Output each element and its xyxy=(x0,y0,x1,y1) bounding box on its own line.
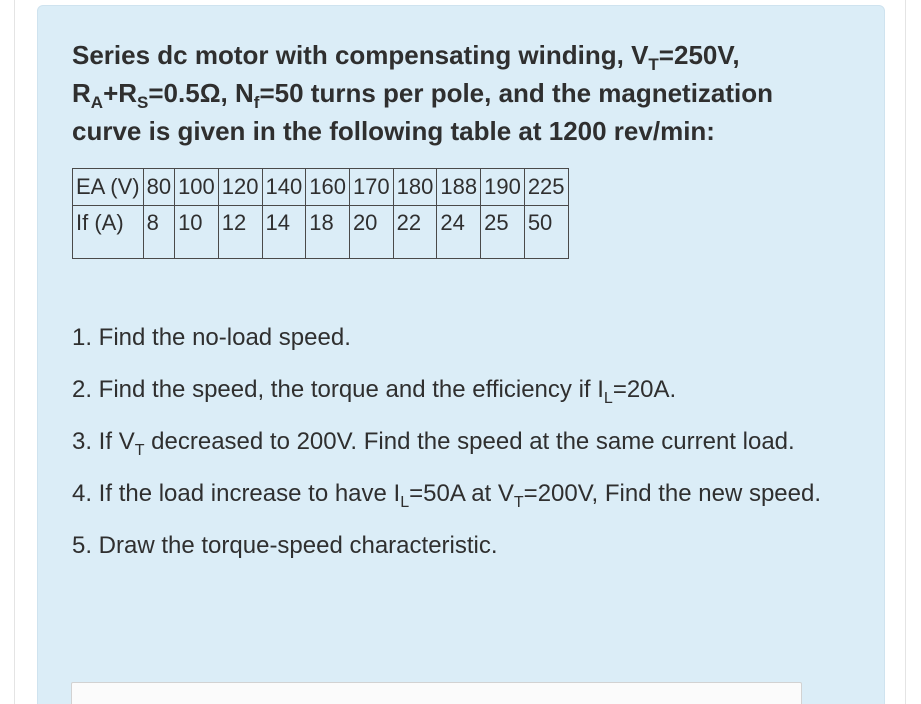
table-header-cell: EA (V) xyxy=(73,169,144,206)
question-text: 4. If the load increase to have I xyxy=(72,480,401,507)
heading-text: Series dc motor with compensating winding, V xyxy=(72,40,649,70)
table-cell: 225 xyxy=(524,169,568,206)
subscript-t: T xyxy=(513,494,524,511)
table-cell: 140 xyxy=(262,169,306,206)
question-item-1 xyxy=(72,320,862,356)
heading-text: +R xyxy=(103,78,138,108)
question-text: 1. Find the no-load speed. xyxy=(72,324,351,351)
table-cell: 120 xyxy=(218,169,262,206)
table-cell: 22 xyxy=(393,206,437,259)
subscript-l: L xyxy=(603,390,613,407)
subscript-l: L xyxy=(400,494,410,511)
table-row-if xyxy=(73,206,569,259)
question-text: 3. If V xyxy=(72,428,135,455)
question-item-3 xyxy=(72,424,862,460)
question-text: decreased to 200V. Find the speed at the same current load. xyxy=(144,428,795,455)
table-row-ea xyxy=(73,169,569,206)
heading-text: =50 turns per pole, and the magnetization xyxy=(259,78,774,108)
question-text: =50A at V xyxy=(409,480,514,507)
frame-border-left xyxy=(14,0,15,704)
subscript-a: A xyxy=(90,93,104,112)
magnetization-table xyxy=(72,168,569,259)
question-text: 5. Draw the torque-speed characteristic. xyxy=(72,532,498,559)
question-item-4 xyxy=(72,476,862,512)
heading-text: =0.5Ω, N xyxy=(148,78,254,108)
question-item-5 xyxy=(72,528,862,564)
table-cell: 188 xyxy=(437,169,481,206)
heading-text: =250V, xyxy=(658,40,740,70)
table-cell: 10 xyxy=(175,206,219,259)
table-cell: 12 xyxy=(218,206,262,259)
table-cell: 18 xyxy=(306,206,350,259)
subscript-s: S xyxy=(137,93,149,112)
table-cell: 80 xyxy=(143,169,174,206)
table-header-cell: If (A) xyxy=(73,206,144,259)
table-cell: 20 xyxy=(349,206,393,259)
table-cell: 24 xyxy=(437,206,481,259)
table-cell: 25 xyxy=(481,206,525,259)
table-cell: 50 xyxy=(524,206,568,259)
table-cell: 8 xyxy=(143,206,174,259)
question-list xyxy=(72,320,862,580)
subscript-t: T xyxy=(648,55,659,74)
heading-text: curve is given in the following table at 1200 rev/min: xyxy=(72,116,715,146)
subscript-f: f xyxy=(253,93,260,112)
heading-text: R xyxy=(72,78,91,108)
table-cell: 190 xyxy=(481,169,525,206)
table-cell: 170 xyxy=(349,169,393,206)
question-text: =200V, Find the new speed. xyxy=(523,480,822,507)
question-text: =20A. xyxy=(612,376,677,403)
table-cell: 160 xyxy=(306,169,350,206)
subscript-t: T xyxy=(134,442,145,459)
table-cell: 180 xyxy=(393,169,437,206)
table-cell: 100 xyxy=(175,169,219,206)
question-item-2 xyxy=(72,372,862,408)
problem-statement xyxy=(72,36,862,150)
question-text: 2. Find the speed, the torque and the efficiency if I xyxy=(72,376,604,403)
frame-border-right xyxy=(905,0,906,704)
table-cell: 14 xyxy=(262,206,306,259)
answer-input-box[interactable] xyxy=(71,682,802,704)
